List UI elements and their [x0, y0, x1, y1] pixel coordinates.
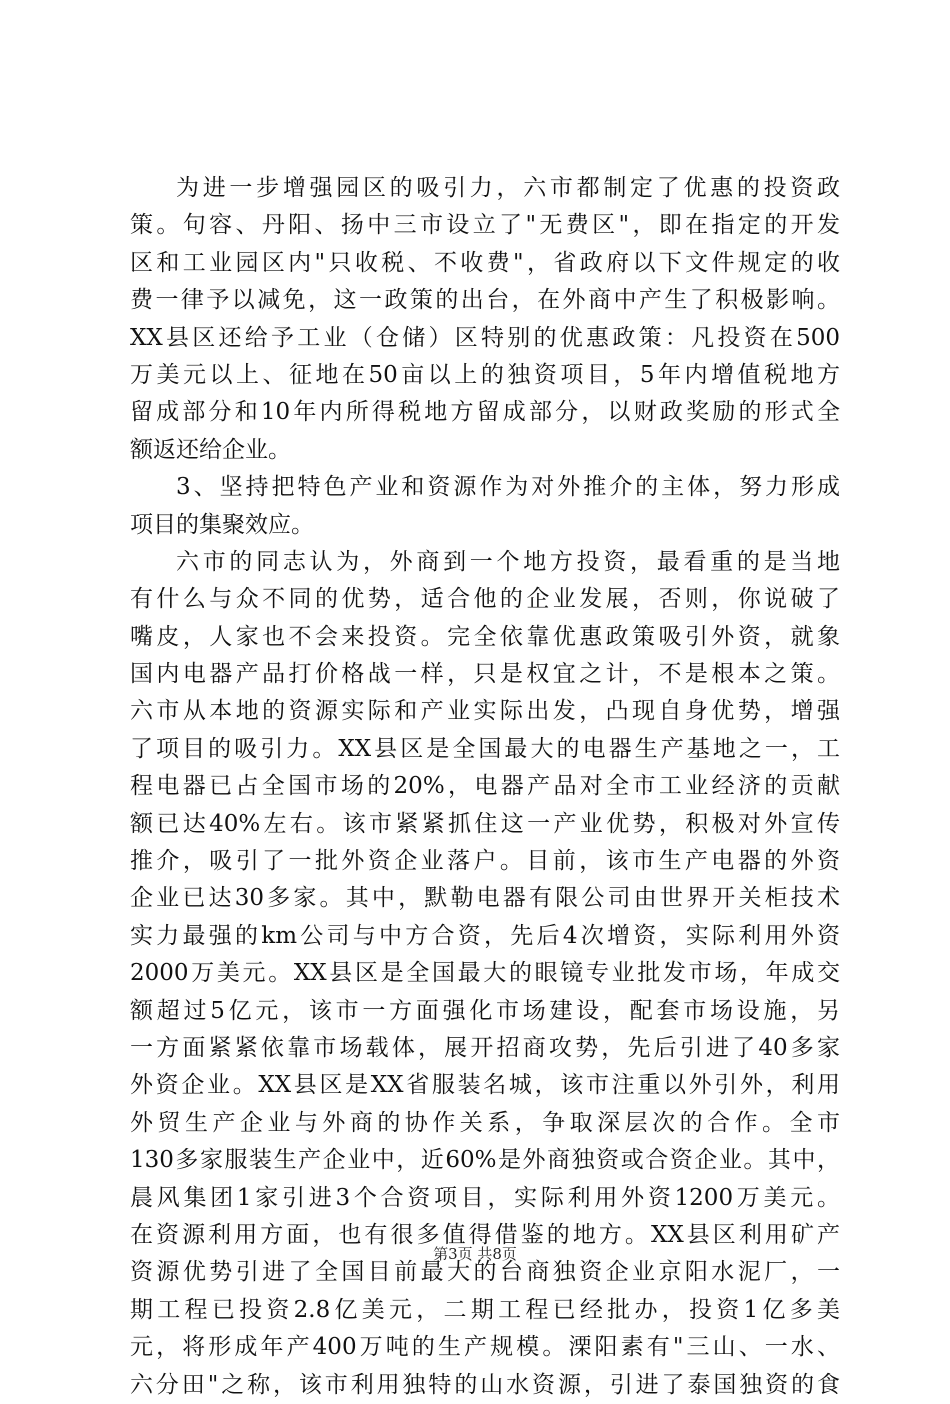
paragraph-line: 费一律予以减免，这一政策的出台，在外商中产生了积极影响。	[130, 287, 840, 314]
paragraph-line: 留成部分和10年内所得税地方留成部分，以财政奖励的形式全	[130, 399, 840, 426]
paragraph-line: 外贸生产企业与外商的协作关系，争取深层次的合作。全市	[130, 1109, 840, 1136]
paragraph-line: 六市从本地的资源实际和产业实际出发，凸现自身优势，增强	[130, 698, 840, 725]
paragraph-line: 嘴皮，人家也不会来投资。完全依靠优惠政策吸引外资，就象	[130, 623, 840, 650]
paragraph-line: 资源优势引进了全国目前最大的台商独资企业京阳水泥厂，一	[130, 1259, 840, 1286]
paragraph-line: 策。句容、丹阳、扬中三市设立了"无费区"，即在指定的开发	[130, 212, 840, 239]
paragraph-line: 了项目的吸引力。XX县区是全国最大的电器生产基地之一，工	[130, 735, 840, 762]
paragraph-line: 万美元以上、征地在50亩以上的独资项目，5年内增值税地方	[130, 361, 840, 388]
section-heading-line: 项目的集聚效应。	[130, 511, 314, 538]
paragraph-line: 晨风集团1家引进3个合资项目，实际利用外资1200万美元。	[130, 1184, 840, 1211]
paragraph-line: 额已达40%左右。该市紧紧抓住这一产业优势，积极对外宣传	[130, 810, 840, 837]
paragraph-line: 国内电器产品打价格战一样，只是权宜之计，不是根本之策。	[130, 661, 840, 688]
paragraph-line: 期工程已投资2.8亿美元，二期工程已经批办，投资1亿多美	[130, 1296, 840, 1323]
paragraph-line: 额返还给企业。	[130, 436, 291, 463]
paragraph-line: XX县区还给予工业（仓储）区特别的优惠政策：凡投资在500	[130, 324, 840, 351]
paragraph-line: 在资源利用方面，也有很多值得借鉴的地方。XX县区利用矿产	[130, 1221, 840, 1248]
section-heading-line: 3、坚持把特色产业和资源作为对外推介的主体，努力形成	[176, 474, 840, 501]
paragraph-line: 2000万美元。XX县区是全国最大的眼镜专业批发市场，年成交	[130, 960, 840, 987]
paragraph-line: 130多家服装生产企业中，近60%是外商独资或合资企业。其中，	[130, 1147, 840, 1174]
paragraph-line: 为进一步增强园区的吸引力，六市都制定了优惠的投资政	[176, 175, 840, 201]
paragraph-line: 企业已达30多家。其中，默勒电器有限公司由世界开关柜技术	[130, 885, 840, 912]
body-text	[130, 170, 840, 1404]
paragraph-line: 元，将形成年产400万吨的生产规模。溧阳素有"三山、一水、	[130, 1334, 840, 1361]
paragraph-line: 推介，吸引了一批外资企业落户。目前，该市生产电器的外资	[130, 848, 840, 875]
paragraph-line: 实力最强的km公司与中方合资，先后4次增资，实际利用外资	[130, 922, 840, 949]
paragraph-line: 程电器已占全国市场的20%，电器产品对全市工业经济的贡献	[130, 773, 840, 800]
paragraph-line: 一方面紧紧依靠市场载体，展开招商攻势，先后引进了40多家	[130, 1034, 840, 1061]
paragraph-line: 额超过5亿元，该市一方面强化市场建设，配套市场设施，另	[130, 997, 840, 1024]
paragraph-line: 外资企业。XX县区是XX省服装名城，该市注重以外引外，利用	[130, 1072, 840, 1099]
page-number-footer: 第3页 共8页	[433, 1245, 517, 1263]
paragraph-line: 六市的同志认为，外商到一个地方投资，最看重的是当地	[176, 548, 840, 575]
paragraph-line: 六分田"之称，该市利用独特的山水资源，引进了泰国独资的食	[130, 1371, 840, 1398]
paragraph-line: 有什么与众不同的优势，适合他的企业发展，否则，你说破了	[130, 586, 840, 613]
paragraph-line: 区和工业园区内"只收税、不收费"，省政府以下文件规定的收	[130, 249, 840, 276]
